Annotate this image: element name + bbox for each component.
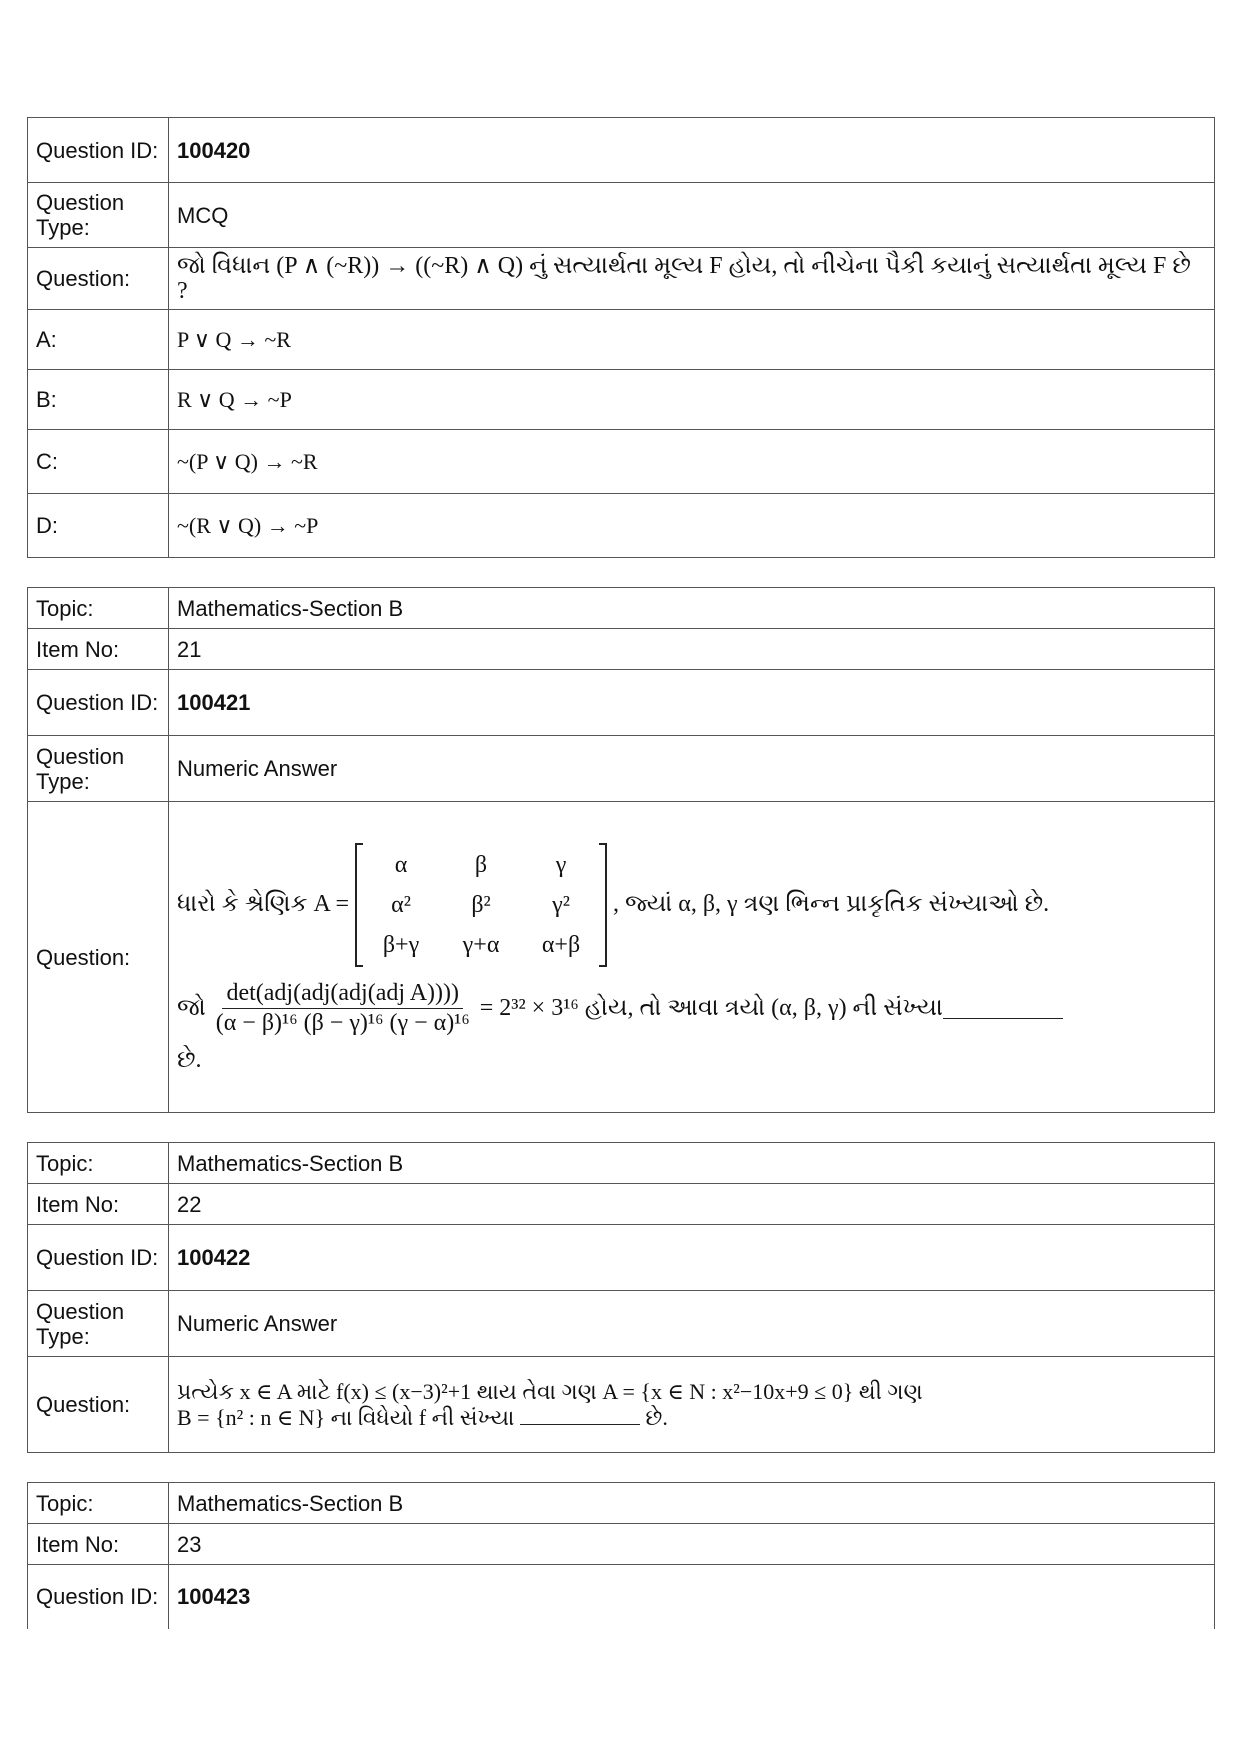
option-label: C: xyxy=(28,430,169,494)
question-type-row xyxy=(28,736,1215,802)
option-row-b xyxy=(28,370,1215,430)
matrix-cell: γ² xyxy=(552,891,570,918)
question-row xyxy=(28,802,1215,1113)
question-id-value: 100422 xyxy=(169,1225,1215,1291)
question-id-label: Question ID: xyxy=(28,118,169,183)
fraction-intro: જો xyxy=(177,994,206,1021)
question-label: Question: xyxy=(28,248,169,310)
question-table-100421 xyxy=(27,587,1215,1113)
topic-label: Topic: xyxy=(28,1483,169,1524)
topic-value: Mathematics-Section B xyxy=(169,588,1215,629)
question-id-row xyxy=(28,1565,1215,1629)
question-type-label: Question Type: xyxy=(28,1291,169,1357)
question-id-row xyxy=(28,118,1215,183)
question-row xyxy=(28,1357,1215,1453)
answer-blank xyxy=(943,998,1063,1019)
option-row-d xyxy=(28,494,1215,558)
question-line-2-end: છે. xyxy=(645,1405,668,1430)
question-line-2 xyxy=(177,1404,1206,1430)
question-id-label: Question ID: xyxy=(28,670,169,736)
question-line-1: પ્રત્યેક x ∈ A માટે f(x) ≤ (x−3)²+1 થાય તેવા ગણ A = {x ∈ N : x²−10x+9 ≤ 0} થી ગણ xyxy=(177,1379,923,1404)
matrix-cell: β xyxy=(474,851,488,878)
question-label: Question: xyxy=(28,1357,169,1453)
answer-blank xyxy=(520,1404,640,1425)
item-no-label: Item No: xyxy=(28,1524,169,1565)
fraction xyxy=(212,981,474,1036)
matrix-outro: , જ્યાં α, β, γ ત્રણ ભિન્ન પ્રાકૃતિક સંખ્યાઓ છે. xyxy=(613,891,1050,917)
fraction-line xyxy=(177,981,1206,1036)
topic-value: Mathematics-Section B xyxy=(169,1143,1215,1184)
question-type-row xyxy=(28,1291,1215,1357)
topic-row xyxy=(28,588,1215,629)
matrix-intro: ધારો કે શ્રેણિક A = xyxy=(177,891,350,917)
option-row-c xyxy=(28,430,1215,494)
option-text: ~(R ∨ Q) → ~P xyxy=(169,494,1215,558)
question-label: Question: xyxy=(28,802,169,1113)
topic-row xyxy=(28,1483,1215,1524)
question-end: છે. xyxy=(177,1046,202,1073)
option-text: R ∨ Q → ~P xyxy=(169,370,1215,430)
question-type-value: Numeric Answer xyxy=(169,1291,1215,1357)
question-id-row xyxy=(28,1225,1215,1291)
question-body xyxy=(169,1357,1215,1453)
question-id-label: Question ID: xyxy=(28,1565,169,1629)
question-id-value: 100420 xyxy=(169,118,1215,183)
matrix-a xyxy=(355,843,607,967)
question-type-value: Numeric Answer xyxy=(169,736,1215,802)
option-text: ~(P ∨ Q) → ~R xyxy=(169,430,1215,494)
question-type-value: MCQ xyxy=(169,183,1215,248)
question-table-100422 xyxy=(27,1142,1215,1453)
option-label: A: xyxy=(28,310,169,370)
matrix-cell: α+β xyxy=(541,931,581,958)
question-text: જો વિધાન (P ∧ (~R)) → ((~R) ∧ Q) નું સત્યાર્થતા મૂલ્ય F હોય, તો નીચેના પૈકી કયાનું સત્યાર્થતા મૂલ્ય F છે ? xyxy=(169,248,1215,310)
matrix-line xyxy=(177,843,1206,967)
question-type-label: Question Type: xyxy=(28,736,169,802)
option-row-a xyxy=(28,310,1215,370)
question-id-value: 100423 xyxy=(169,1565,1215,1629)
matrix-cell: γ xyxy=(555,851,567,878)
fraction-denominator: (α − β)¹⁶ (β − γ)¹⁶ (γ − α)¹⁶ xyxy=(215,1009,470,1036)
item-no-row xyxy=(28,1524,1215,1565)
item-no-value: 22 xyxy=(169,1184,1215,1225)
question-table-100423 xyxy=(27,1482,1215,1629)
item-no-row xyxy=(28,629,1215,670)
item-no-label: Item No: xyxy=(28,629,169,670)
item-no-value: 21 xyxy=(169,629,1215,670)
question-table-100420 xyxy=(27,117,1215,558)
matrix-cell: α² xyxy=(391,891,411,918)
question-type-row xyxy=(28,183,1215,248)
topic-value: Mathematics-Section B xyxy=(169,1483,1215,1524)
exam-page xyxy=(27,117,1215,1629)
question-body xyxy=(169,802,1215,1113)
question-line-2-text: B = {n² : n ∈ N} ના વિધેયો f ની સંખ્યા xyxy=(177,1405,515,1430)
item-no-value: 23 xyxy=(169,1524,1215,1565)
question-id-value: 100421 xyxy=(169,670,1215,736)
matrix-cell: β+γ xyxy=(382,931,420,958)
option-label: B: xyxy=(28,370,169,430)
topic-label: Topic: xyxy=(28,588,169,629)
fraction-numerator: det(adj(adj(adj(adj A)))) xyxy=(222,981,463,1009)
option-text: P ∨ Q → ~R xyxy=(169,310,1215,370)
item-no-row xyxy=(28,1184,1215,1225)
question-row xyxy=(28,248,1215,310)
matrix-cell: α xyxy=(394,851,408,878)
question-id-label: Question ID: xyxy=(28,1225,169,1291)
matrix-cell: γ+α xyxy=(462,931,500,958)
topic-row xyxy=(28,1143,1215,1184)
item-no-label: Item No: xyxy=(28,1184,169,1225)
question-type-label: Question Type: xyxy=(28,183,169,248)
topic-label: Topic: xyxy=(28,1143,169,1184)
option-label: D: xyxy=(28,494,169,558)
fraction-outro: = 2³² × 3¹⁶ હોય, તો આવા ત્રયો (α, β, γ) ની સંખ્યા xyxy=(479,994,943,1021)
matrix-cell: β² xyxy=(471,891,491,918)
question-id-row xyxy=(28,670,1215,736)
